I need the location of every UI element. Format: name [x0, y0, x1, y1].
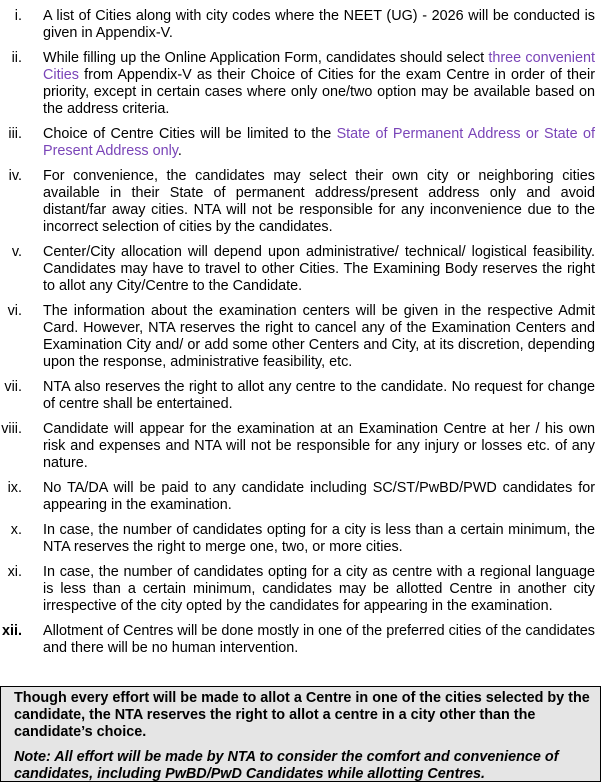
- item-text: Center/City allocation will depend upon administrative/ technical/ logistical feasibility. Candidates may have to travel to other Cities. The Examining Body reserves the right to allot any City/Centre to the Candidate.: [43, 244, 595, 294]
- list-item: [0, 379, 600, 413]
- list-item: [0, 421, 600, 472]
- list-item: [0, 522, 600, 556]
- item-text: Choice of Centre Cities will be limited to the State of Permanent Address or State of Present Address only.: [43, 126, 595, 159]
- list-item: [0, 480, 600, 514]
- item-number: ix.: [7, 480, 22, 496]
- item-text: For convenience, the candidates may select their own city or neighboring cities available in their State of permanent address/present address only and avoid distant/far away cities. NTA will not be responsible for any inconvenience due to the incorrect selection of cities by the candidates.: [43, 168, 595, 235]
- list-item: [0, 50, 600, 118]
- notice-note-text: Note: All effort will be made by NTA to consider the comfort and convenience of candidates, including PwBD/PwD Candidates while allotting Centres.: [14, 749, 559, 782]
- item-number: vii.: [4, 379, 22, 395]
- instruction-list: [0, 8, 600, 665]
- item-number: vi.: [7, 303, 22, 319]
- highlighted-text: State of Permanent Address or State of Present Address only: [43, 126, 595, 159]
- item-text: Candidate will appear for the examination at an Examination Centre at her / his own risk and expenses and NTA will not be responsible for any injury or losses etc. of any nature.: [43, 421, 595, 471]
- item-number: v.: [11, 244, 22, 260]
- item-text: While filling up the Online Application Form, candidates should select three convenient Cities from Appendix-V as their Choice of Cities for the exam Centre in order of their priority, except in certain cases where only one/two option may be available based on the address criteria.: [43, 50, 596, 117]
- item-text: No TA/DA will be paid to any candidate including SC/ST/PwBD/PWD candidates for appearing in the examination.: [43, 480, 595, 513]
- item-number: viii.: [1, 421, 22, 437]
- item-number: xii.: [2, 623, 22, 639]
- item-text: A list of Cities along with city codes where the NEET (UG) - 2026 will be conducted is given in Appendix-V.: [43, 8, 595, 41]
- item-text: The information about the examination centers will be given in the respective Admit Card. However, NTA reserves the right to cancel any of the Examination Centers and Examination City and/ or add some other Centers and City, at its discretion, depending upon the response, administrative feasibility, etc.: [43, 303, 595, 370]
- list-item: [0, 8, 600, 42]
- item-text: In case, the number of candidates opting for a city is less than a certain minimum, the NTA reserves the right to merge one, two, or more cities.: [43, 522, 595, 555]
- highlighted-text: three convenient Cities: [43, 50, 596, 83]
- list-item: [0, 564, 600, 615]
- notice-box: [0, 686, 601, 782]
- item-number: iii.: [8, 126, 22, 142]
- list-item: [0, 126, 600, 160]
- item-text: In case, the number of candidates opting for a city as centre with a regional language is less than a certain minimum, candidates may be allotted Centre in another city irrespective of the city opted by the candidates for appearing in the examination.: [43, 564, 595, 614]
- item-text: NTA also reserves the right to allot any centre to the candidate. No request for change of centre shall be entertained.: [43, 379, 595, 412]
- item-number: x.: [10, 522, 22, 538]
- item-text: Allotment of Centres will be done mostly in one of the preferred cities of the candidates and there will be no human intervention.: [43, 623, 595, 656]
- item-number: iv.: [8, 168, 22, 184]
- list-item: [0, 168, 600, 236]
- list-item: [0, 244, 600, 295]
- list-item: [0, 623, 600, 657]
- list-item: [0, 303, 600, 371]
- item-number: i.: [14, 8, 22, 24]
- notice-main-text: Though every effort will be made to allot a Centre in one of the cities selected by the candidate, the NTA reserves the right to allot a centre in a city other than the candidate’s choice.: [14, 690, 590, 740]
- item-number: ii.: [11, 50, 22, 66]
- item-number: xi.: [7, 564, 22, 580]
